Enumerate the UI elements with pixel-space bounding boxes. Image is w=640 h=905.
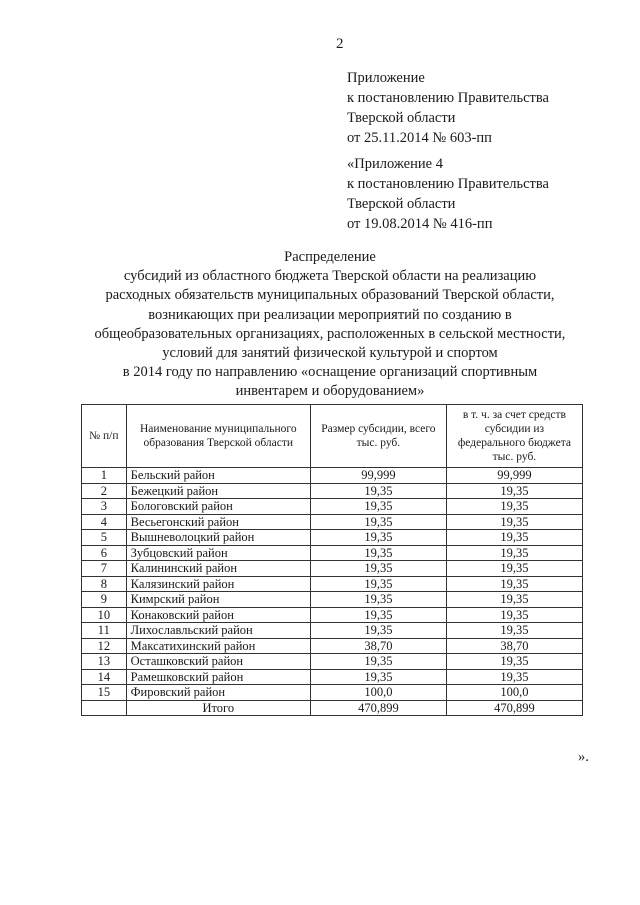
table-row (82, 499, 583, 515)
row-number: 1 (82, 468, 127, 484)
row-federal: 19,35 (446, 669, 582, 685)
row-name: Зубцовский район (126, 545, 310, 561)
row-federal: 19,35 (446, 545, 582, 561)
row-federal: 19,35 (446, 654, 582, 670)
title-line: субсидий из областного бюджета Тверской области на реализацию (123, 268, 537, 285)
row-number: 6 (82, 545, 127, 561)
table-row (82, 576, 583, 592)
row-name: Весьегонский район (126, 514, 310, 530)
row-total: 19,35 (310, 669, 446, 685)
row-number: 3 (82, 499, 127, 515)
total-label: Итого (126, 700, 310, 716)
row-name: Фировский район (126, 685, 310, 701)
table-row (82, 654, 583, 670)
title-line: условий для занятий физической культурой и спортом (162, 345, 498, 362)
header-total: Размер субсидии, всего тыс. руб. (310, 405, 446, 468)
row-federal: 19,35 (446, 561, 582, 577)
header-federal: в т. ч. за счет средств субсидии из федерального бюджета тыс. руб. (446, 405, 582, 468)
subsidy-table (81, 404, 583, 716)
appendix-line: от 19.08.2014 № 416-пп (347, 216, 493, 232)
title-line: возникающих при реализации мероприятий по созданию в (148, 306, 512, 323)
row-number: 12 (82, 638, 127, 654)
row-federal: 100,0 (446, 685, 582, 701)
row-federal: 38,70 (446, 638, 582, 654)
appendix-line: Тверской области (347, 196, 456, 212)
header-number: № п/п (82, 405, 127, 468)
row-federal: 19,35 (446, 623, 582, 639)
appendix-line: от 25.11.2014 № 603-пп (347, 130, 492, 146)
row-total: 19,35 (310, 592, 446, 608)
row-name: Осташковский район (126, 654, 310, 670)
appendix-reference-2 (347, 154, 549, 234)
header-name: Наименование муниципального образования Тверской области (126, 405, 310, 468)
row-total: 99,999 (310, 468, 446, 484)
total-row-number (82, 700, 127, 716)
row-total: 19,35 (310, 483, 446, 499)
row-total: 19,35 (310, 514, 446, 530)
table-row (82, 468, 583, 484)
row-name: Конаковский район (126, 607, 310, 623)
row-total: 38,70 (310, 638, 446, 654)
row-number: 7 (82, 561, 127, 577)
title-line: расходных обязательств муниципальных образований Тверской области, (105, 287, 555, 304)
row-name: Рамешковский район (126, 669, 310, 685)
row-name: Вышневолоцкий район (126, 530, 310, 546)
row-number: 9 (82, 592, 127, 608)
appendix-line: к постановлению Правительства (347, 90, 549, 106)
table-row (82, 561, 583, 577)
table-row (82, 685, 583, 701)
row-number: 5 (82, 530, 127, 546)
total-federal: 470,899 (446, 700, 582, 716)
title-line: Распределение (284, 249, 376, 265)
row-name: Лихославльский район (126, 623, 310, 639)
page-number: 2 (336, 36, 344, 52)
row-total: 19,35 (310, 561, 446, 577)
appendix-reference-1 (347, 68, 549, 148)
appendix-line: Приложение (347, 70, 425, 86)
row-federal: 19,35 (446, 592, 582, 608)
row-total: 19,35 (310, 654, 446, 670)
table-row (82, 545, 583, 561)
row-number: 11 (82, 623, 127, 639)
document-title (60, 248, 600, 402)
table-row (82, 530, 583, 546)
table-row (82, 514, 583, 530)
table-total-row (82, 700, 583, 716)
table-row (82, 607, 583, 623)
row-total: 19,35 (310, 623, 446, 639)
row-name: Бельский район (126, 468, 310, 484)
table-row (82, 669, 583, 685)
row-name: Максатихинский район (126, 638, 310, 654)
row-number: 15 (82, 685, 127, 701)
row-total: 100,0 (310, 685, 446, 701)
closing-quote-mark: ». (578, 749, 589, 765)
appendix-line: Тверской области (347, 110, 456, 126)
table-row (82, 638, 583, 654)
row-federal: 19,35 (446, 576, 582, 592)
title-line: общеобразовательных организациях, расположенных в сельской местности, (94, 325, 566, 342)
row-name: Калязинский район (126, 576, 310, 592)
title-line: инвентарем и оборудованием» (235, 383, 425, 400)
row-number: 10 (82, 607, 127, 623)
row-federal: 19,35 (446, 514, 582, 530)
row-total: 19,35 (310, 499, 446, 515)
appendix-line: «Приложение 4 (347, 156, 443, 172)
row-number: 4 (82, 514, 127, 530)
row-federal: 19,35 (446, 607, 582, 623)
row-federal: 19,35 (446, 530, 582, 546)
table-row (82, 483, 583, 499)
table-row (82, 623, 583, 639)
row-federal: 19,35 (446, 499, 582, 515)
row-name: Бежецкий район (126, 483, 310, 499)
row-name: Кимрский район (126, 592, 310, 608)
title-line: в 2014 году по направлению «оснащение организаций спортивным (122, 364, 538, 381)
row-number: 14 (82, 669, 127, 685)
appendix-line: к постановлению Правительства (347, 176, 549, 192)
row-number: 13 (82, 654, 127, 670)
total-sum: 470,899 (310, 700, 446, 716)
row-number: 8 (82, 576, 127, 592)
row-federal: 99,999 (446, 468, 582, 484)
row-number: 2 (82, 483, 127, 499)
row-federal: 19,35 (446, 483, 582, 499)
row-name: Бологовский район (126, 499, 310, 515)
table-header-row (82, 405, 583, 468)
row-name: Калининский район (126, 561, 310, 577)
row-total: 19,35 (310, 576, 446, 592)
row-total: 19,35 (310, 530, 446, 546)
row-total: 19,35 (310, 545, 446, 561)
table-row (82, 592, 583, 608)
row-total: 19,35 (310, 607, 446, 623)
